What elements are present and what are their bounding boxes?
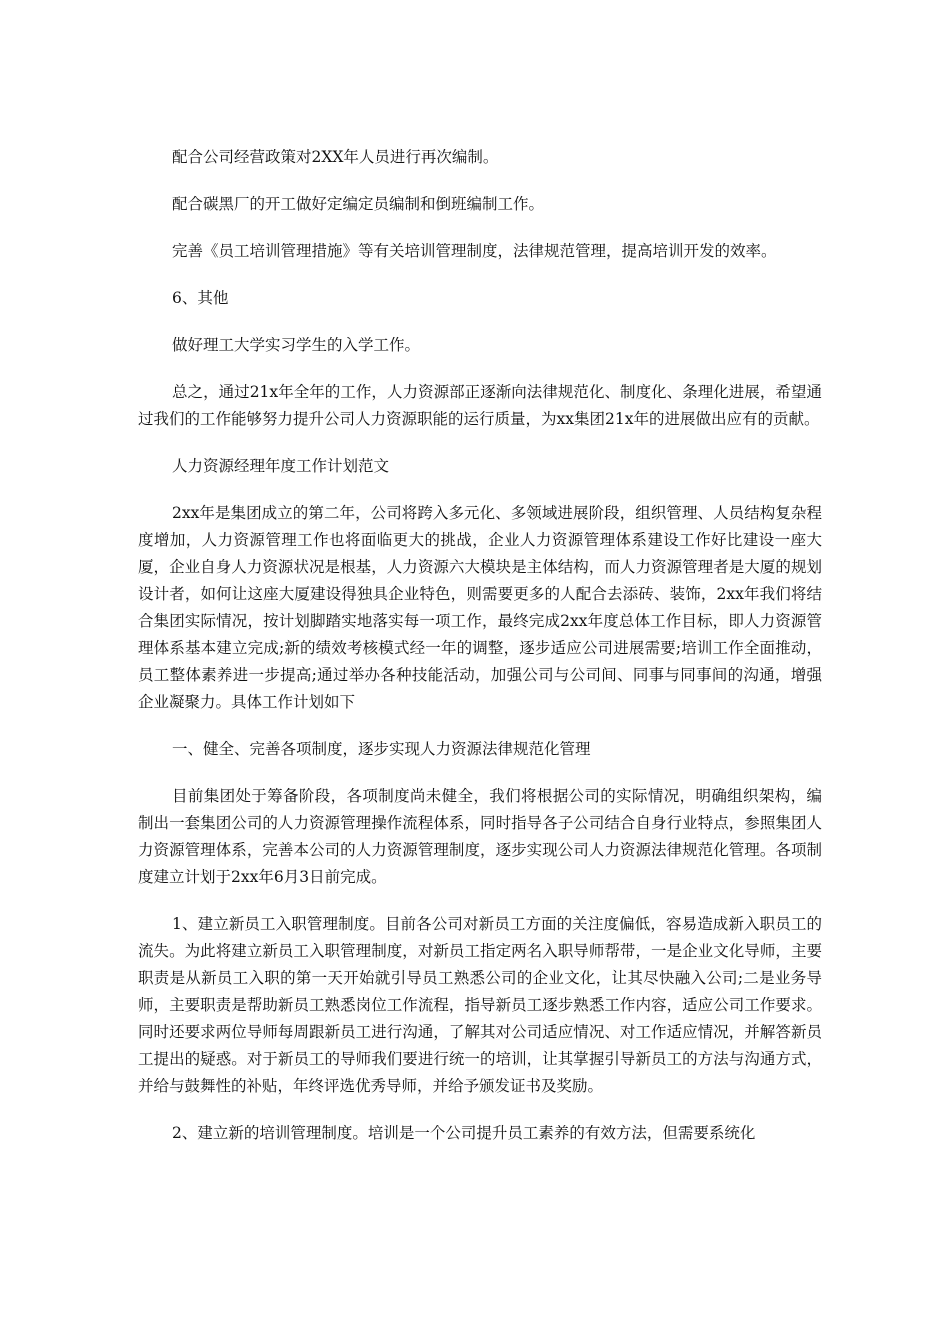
- paragraph-2: 配合碳黑厂的开工做好定编定员编制和倒班编制工作。: [172, 195, 545, 213]
- summary-paragraph: 总之，通过21x年全年的工作，人力资源部正逐渐向法律规范化、制度化、条理化进展，希望通过我们的工作能够努力提升公司人力资源职能的运行质量，为xx集团21x年的进展做出应有的贡献。: [138, 383, 822, 428]
- section-heading-other: 6、其他: [172, 289, 229, 307]
- document-page: [138, 144, 822, 1147]
- item-1-paragraph: 1、建立新员工入职管理制度。目前各公司对新员工方面的关注度偏低，容易造成新入职员工的流失。为此将建立新员工入职管理制度，对新员工指定两名入职导师帮带，一是企业文化导师，主要职责是从新员工入职的第一天开始就引导员工熟悉公司的企业文化，让其尽快融入公司;二是业务导师，主要职责是帮助新员工熟悉岗位工作流程，指导新员工逐步熟悉工作内容，适应公司工作要求。同时还要求两位导师每周跟新员工进行沟通，了解其对公司适应情况、对工作适应情况，并解答新员工提出的疑惑。对于新员工的导师我们要进行统一的培训，让其掌握引导新员工的方法与沟通方式，并给与鼓舞性的补贴，年终评选优秀导师，并给予颁发证书及奖励。: [138, 915, 822, 1095]
- document-title: 人力资源经理年度工作计划范文: [172, 457, 390, 475]
- paragraph-5: 做好理工大学实习学生的入学工作。: [172, 336, 421, 354]
- paragraph-1: 配合公司经营政策对2XX年人员进行再次编制。: [172, 148, 499, 166]
- intro-paragraph: 2xx年是集团成立的第二年，公司将跨入多元化、多领域进展阶段，组织管理、人员结构复杂程度增加，人力资源管理工作也将面临更大的挑战，企业人力资源管理体系建设工作好比建设一座大厦，企业自身人力资源状况是根基，人力资源六大模块是主体结构，而人力资源管理者是大厦的规划设计者，如何让这座大厦建设得独具企业特色，则需要更多的人配合去添砖、装饰，2xx年我们将结合集团实际情况，按计划脚踏实地落实每一项工作，最终完成2xx年度总体工作目标，即人力资源管理体系基本建立完成;新的绩效考核模式经一年的调整，逐步适应公司进展需要;培训工作全面推动，员工整体素养进一步提高;通过举办各种技能活动，加强公司与公司间、同事与同事间的沟通，增强企业凝聚力。具体工作计划如下: [138, 504, 822, 711]
- section-1-paragraph: 目前集团处于筹备阶段，各项制度尚未健全，我们将根据公司的实际情况，明确组织架构，编制出一套集团公司的人力资源管理操作流程体系，同时指导各子公司结合自身行业特点，参照集团人力资源管理体系，完善本公司的人力资源管理制度，逐步实现公司人力资源法律规范化管理。各项制度建立计划于2xx年6月3日前完成。: [138, 787, 822, 886]
- paragraph-3: 完善《员工培训管理措施》等有关培训管理制度，法律规范管理，提高培训开发的效率。: [172, 242, 777, 260]
- item-2-paragraph: 2、建立新的培训管理制度。培训是一个公司提升员工素养的有效方法，但需要系统化: [172, 1124, 756, 1142]
- section-heading-1: 一、健全、完善各项制度，逐步实现人力资源法律规范化管理: [172, 740, 591, 758]
